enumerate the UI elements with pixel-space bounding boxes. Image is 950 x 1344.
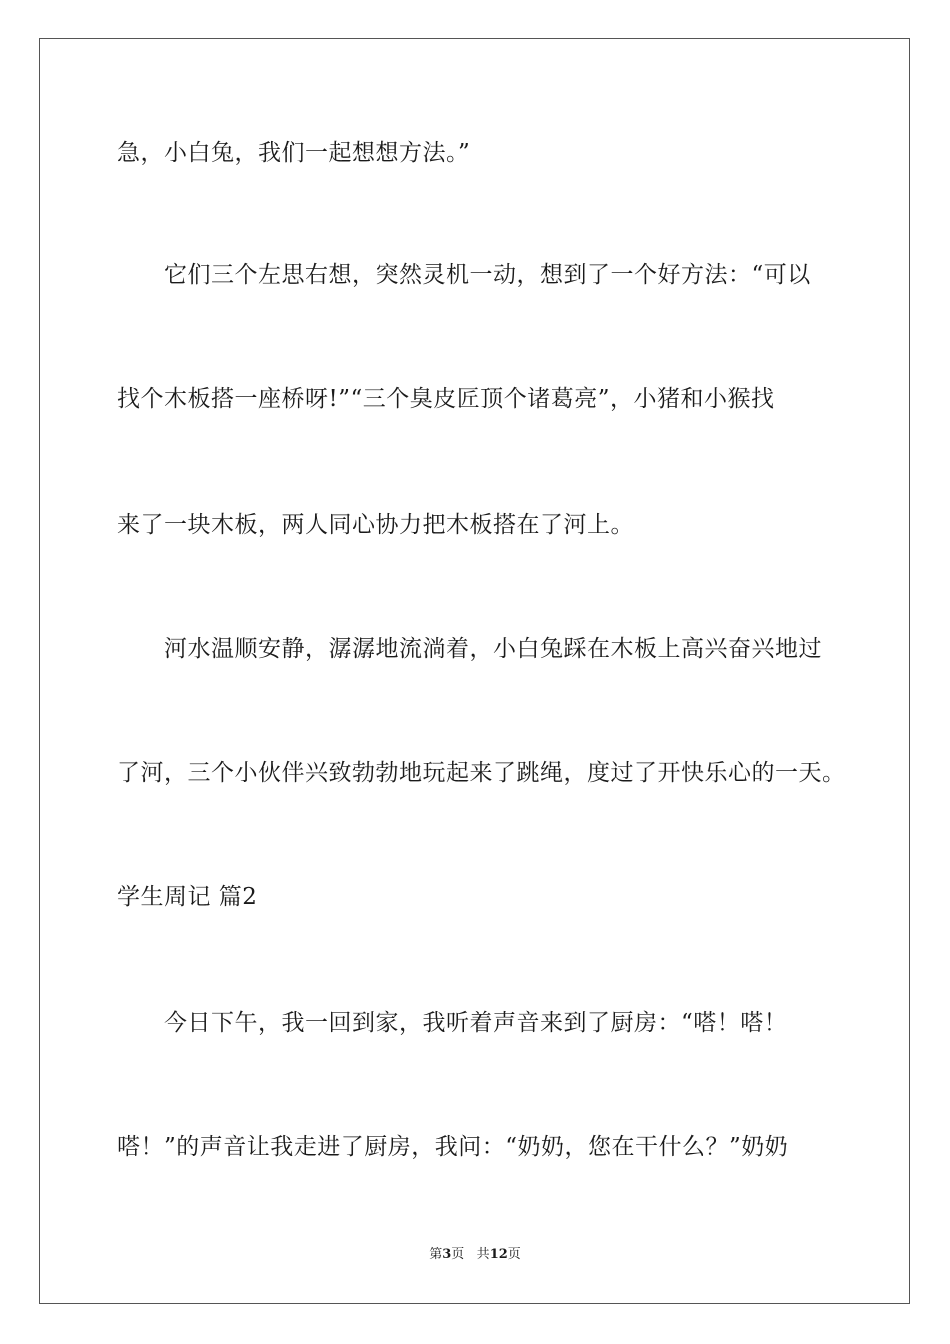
page-footer — [0, 1246, 950, 1264]
text-line-8: 嗒！”的声音让我走进了厨房，我问：“奶奶，您在干什么？”奶奶 — [117, 1134, 789, 1160]
footer-page-prefix: 第 — [429, 1247, 443, 1262]
text-line-6: 了河，三个小伙伴兴致勃勃地玩起来了跳绳，度过了开快乐心的一天。 — [117, 760, 846, 786]
footer-current-page: 3 — [442, 1247, 452, 1262]
text-line-1: 急，小白兔，我们一起想想方法。” — [117, 140, 471, 166]
section-heading: 学生周记 篇2 — [117, 884, 258, 910]
text-line-7: 今日下午，我一回到家，我听着声音来到了厨房：“嗒！嗒！ — [164, 1010, 788, 1036]
text-line-5: 河水温顺安静，潺潺地流淌着，小白兔踩在木板上高兴奋兴地过 — [164, 636, 822, 662]
footer-total-suffix: 页 — [507, 1247, 521, 1262]
footer-total-prefix: 共 — [476, 1247, 490, 1262]
text-line-3: 找个木板搭一座桥呀!”“三个臭皮匠顶个诸葛亮”，小猪和小猴找 — [117, 386, 775, 412]
text-line-2: 它们三个左思右想，突然灵机一动，想到了一个好方法：“可以 — [164, 262, 811, 288]
page-frame — [39, 38, 910, 1304]
footer-total-pages: 12 — [489, 1247, 508, 1262]
text-line-4: 来了一块木板，两人同心协力把木板搭在了河上。 — [117, 512, 634, 538]
footer-page-suffix: 页 — [451, 1247, 465, 1262]
